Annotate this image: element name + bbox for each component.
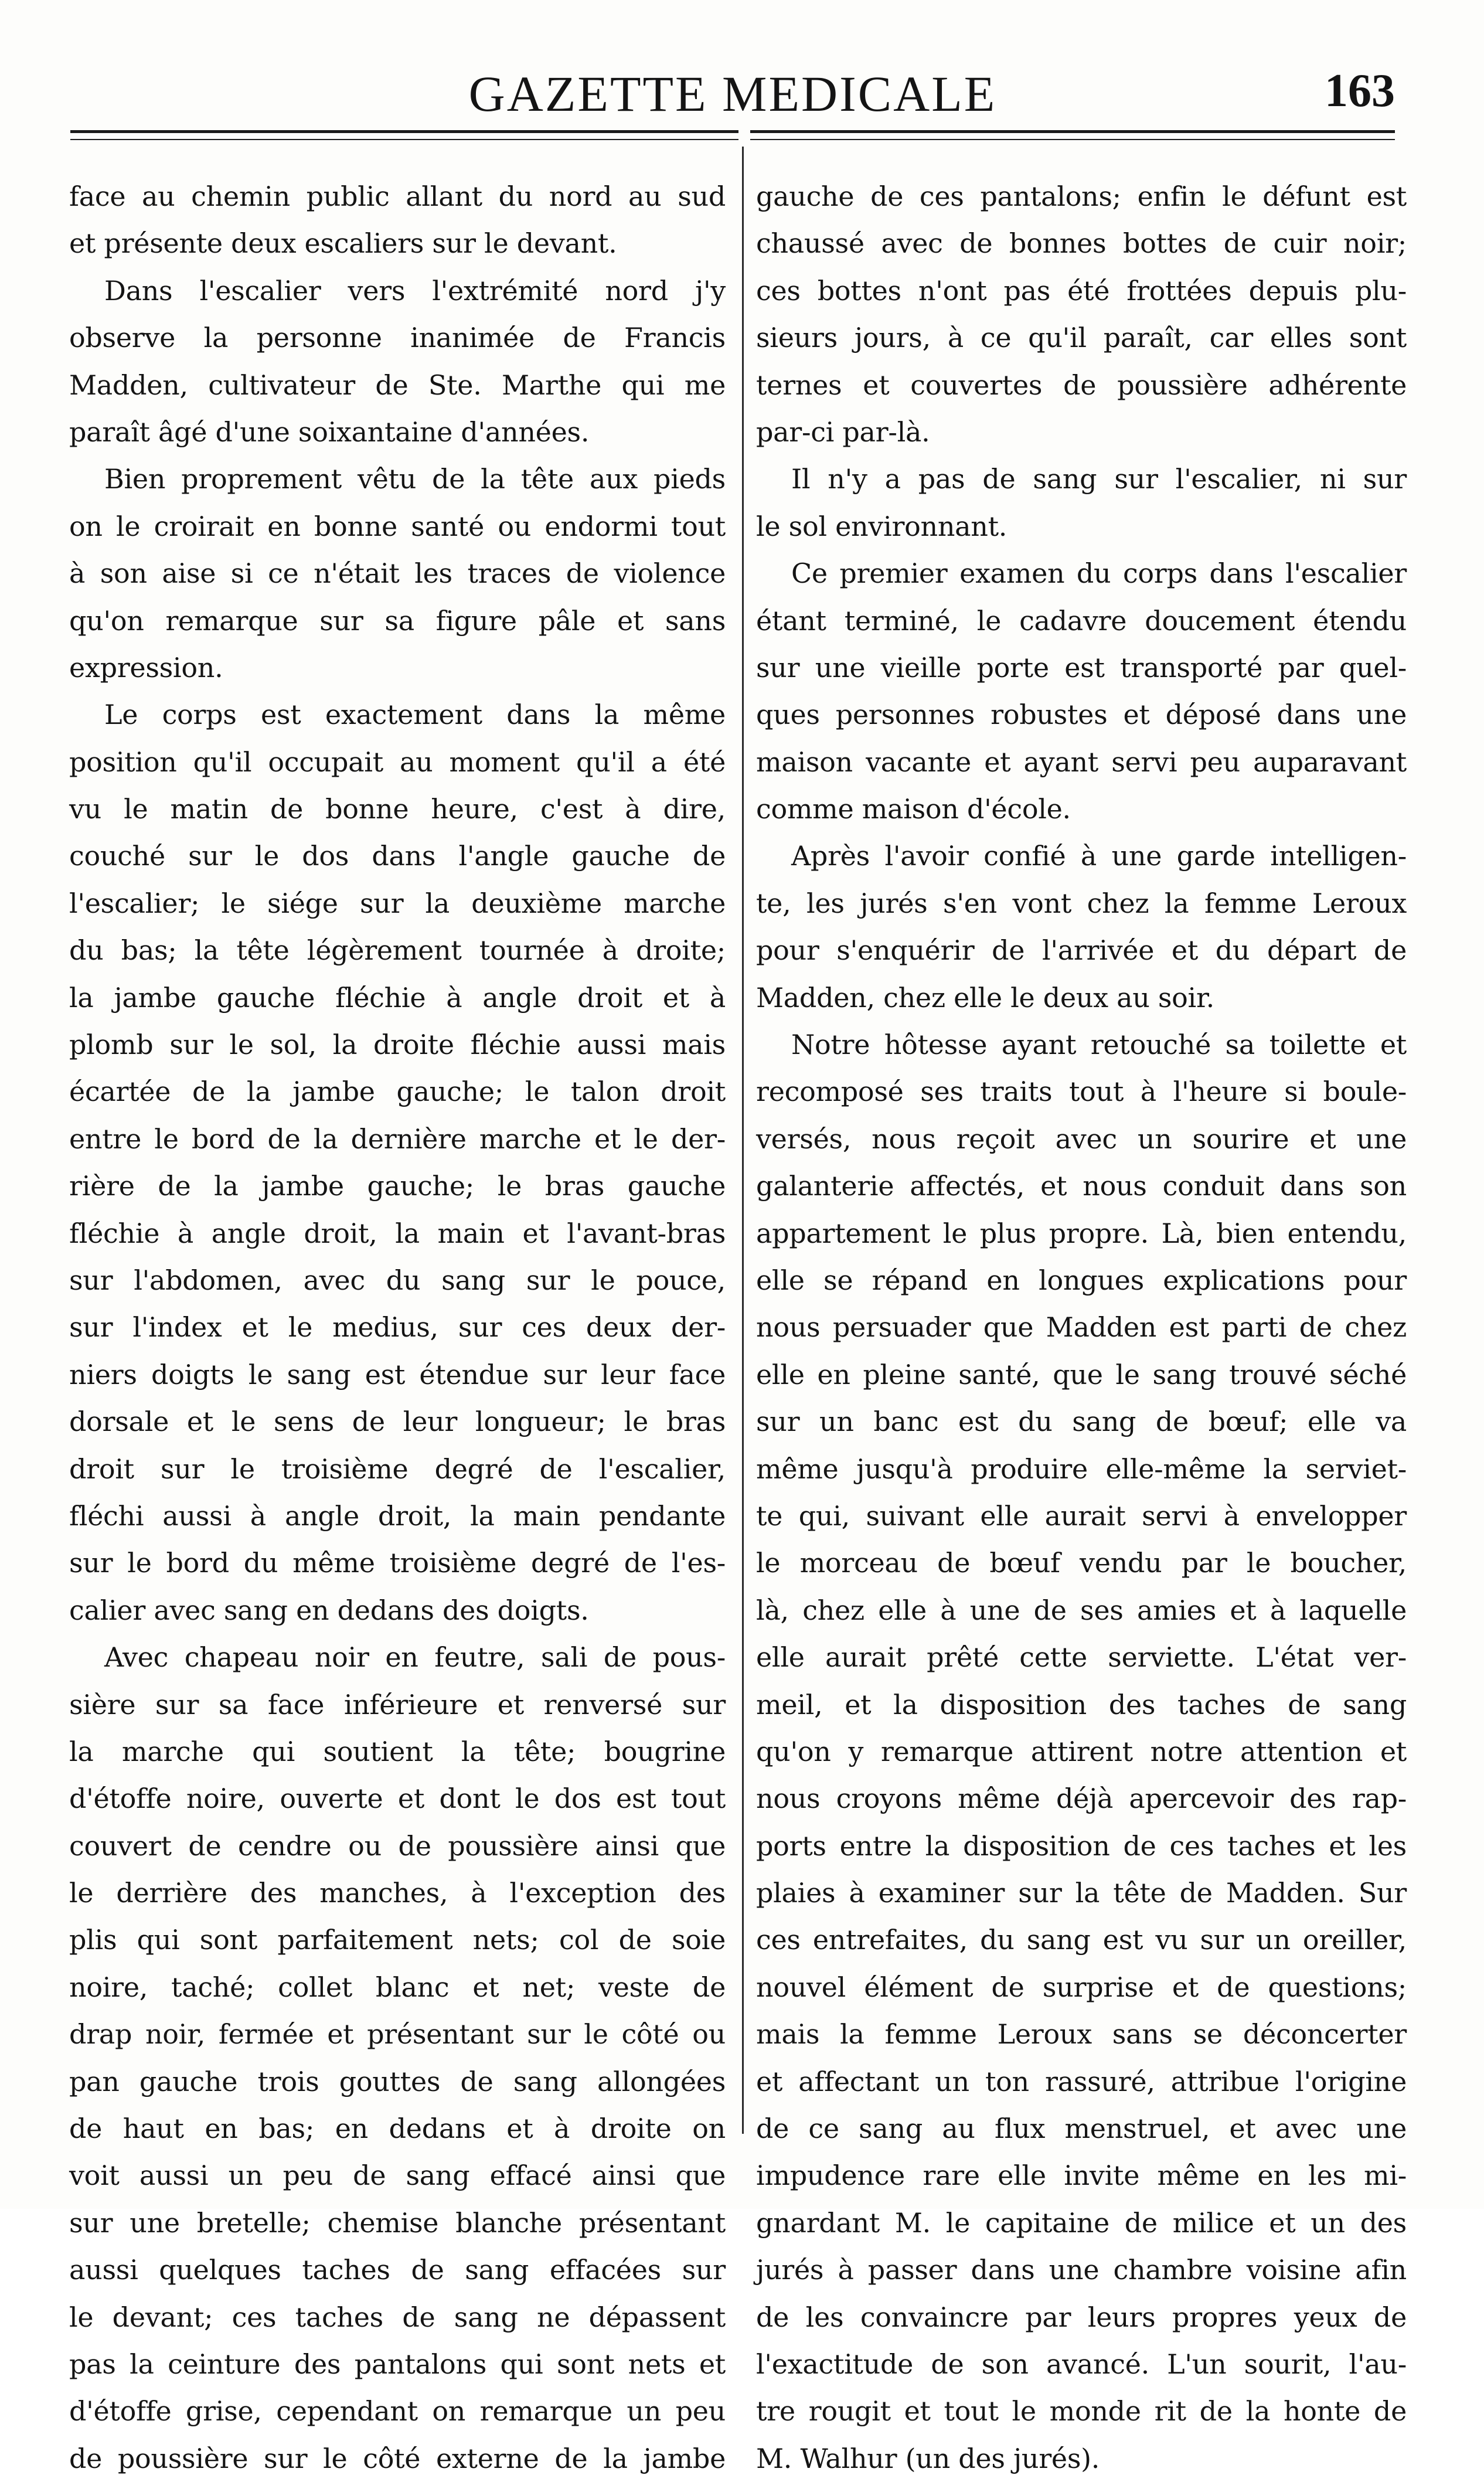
text-line: meil, et la disposition des taches de sang [756, 1688, 1407, 1721]
text-line: là, chez elle à une de ses amies et à laquelle [756, 1594, 1407, 1626]
text-line: tre rougit et tout le monde rit de la honte de [756, 2395, 1407, 2427]
text-line: le devant; ces taches de sang ne dépassent [69, 2301, 726, 2333]
text-line: chaussé avec de bonnes bottes de cuir noir; [756, 227, 1407, 260]
text-line: Notre hôtesse ayant retouché sa toilette et [791, 1029, 1407, 1061]
text-line: de ce sang au flux menstruel, et avec une [756, 2113, 1407, 2145]
text-line: ces entrefaites, du sang est vu sur un oreiller, [756, 1924, 1407, 1956]
text-line: gauche de ces pantalons; enfin le défunt est [756, 181, 1407, 212]
text-line: et affectant un ton rassuré, attribue l'origine [756, 2065, 1407, 2097]
text-line: de les convaincre par leurs propres yeux de [756, 2301, 1407, 2333]
text-line: à son aise si ce n'était les traces de violence [69, 557, 726, 590]
text-line: comme maison d'école. [756, 793, 1071, 825]
text-line: pas la ceinture des pantalons qui sont nets et [69, 2348, 726, 2380]
text-line: Madden, chez elle le deux au soir. [756, 981, 1214, 1014]
text-line: Ce premier examen du corps dans l'escalier [791, 557, 1407, 590]
text-line: et présente deux escaliers sur le devant. [69, 227, 617, 260]
text-line: elle aurait prêté cette serviette. L'état ver- [756, 1641, 1407, 1674]
text-line: de haut en bas; en dedans et à droite on [69, 2113, 726, 2145]
text-line: rière de la jambe gauche; le bras gauche [69, 1170, 726, 1202]
text-line: sur le bord du même troisième degré de l'es- [69, 1547, 726, 1579]
text-line: calier avec sang en dedans des doigts. [69, 1594, 589, 1626]
text-line: nous croyons même déjà apercevoir des rap- [756, 1783, 1407, 1815]
text-line: du bas; la tête légèrement tournée à droite; [69, 934, 726, 967]
text-line: Dans l'escalier vers l'extrémité nord j'y [104, 274, 726, 307]
text-line: fléchie à angle droit, la main et l'avant-bras [69, 1217, 726, 1249]
text-line: couvert de cendre ou de poussière ainsi que [69, 1830, 726, 1862]
text-line: pan gauche trois gouttes de sang allongées [69, 2065, 726, 2097]
text-line: aussi quelques taches de sang effacées sur [69, 2254, 726, 2286]
page-header [70, 64, 1395, 129]
right-column [756, 173, 1407, 2482]
text-line: même jusqu'à produire elle-même la serviet- [756, 1453, 1407, 1485]
text-line: ternes et couvertes de poussière adhérente [756, 369, 1407, 401]
text-line: expression. [69, 651, 223, 684]
text-line: galanterie affectés, et nous conduit dans son [756, 1170, 1407, 1202]
text-line: par-ci par-là. [756, 416, 930, 448]
text-line: d'étoffe noire, ouverte et dont le dos est tout [69, 1783, 726, 1815]
text-line: plaies à examiner sur la tête de Madden. Sur [756, 1877, 1407, 1909]
text-line: pour s'enquérir de l'arrivée et du départ de [756, 934, 1407, 967]
text-line: Le corps est exactement dans la même [104, 699, 726, 731]
text-line: Après l'avoir confié à une garde intelligen- [791, 840, 1407, 872]
text-line: entre le bord de la dernière marche et le der- [69, 1123, 726, 1155]
text-line: sur l'index et le medius, sur ces deux der- [69, 1311, 726, 1344]
text-line: M. Walhur (un des jurés). [756, 2442, 1100, 2474]
text-line: on le croirait en bonne santé ou endormi tout [69, 510, 726, 542]
text-line: qu'on remarque sur sa figure pâle et sans [69, 604, 726, 637]
text-line: couché sur le dos dans l'angle gauche de [69, 840, 726, 872]
text-line: plis qui sont parfaitement nets; col de soie [69, 1924, 726, 1956]
text-line: gnardant M. le capitaine de milice et un des [756, 2206, 1407, 2239]
text-line: maison vacante et ayant servi peu auparavant [756, 746, 1407, 778]
text-line: droit sur le troisième degré de l'escalier, [69, 1453, 726, 1485]
text-line: ques personnes robustes et déposé dans une [756, 699, 1407, 731]
left-column [69, 173, 726, 2482]
text-line: face au chemin public allant du nord au sud [69, 181, 726, 212]
text-line: versés, nous reçoit avec un sourire et une [756, 1123, 1407, 1155]
text-line: observe la personne inanimée de Francis [69, 322, 726, 354]
column-divider [742, 147, 744, 2134]
text-line: étant terminé, le cadavre doucement étendu [756, 604, 1407, 637]
text-line: plomb sur le sol, la droite fléchie aussi mais [69, 1029, 726, 1061]
text-line: Madden, cultivateur de Ste. Marthe qui me [69, 369, 726, 401]
text-line: le morceau de bœuf vendu par le boucher, [756, 1547, 1407, 1579]
text-line: sur une vieille porte est transporté par quel- [756, 651, 1407, 684]
text-line: impudence rare elle invite même en les mi- [756, 2160, 1407, 2192]
text-line: d'étoffe grise, cependant on remarque un peu [69, 2395, 726, 2427]
text-line: noire, taché; collet blanc et net; veste de [69, 1971, 726, 2003]
text-line: te, les jurés s'en vont chez la femme Leroux [756, 887, 1407, 919]
text-line: la jambe gauche fléchie à angle droit et à [69, 981, 726, 1014]
text-line: la marche qui soutient la tête; bougrine [69, 1735, 726, 1767]
publication-title: GAZETTE MEDICALE [468, 66, 997, 122]
text-line: te qui, suivant elle aurait servi à envelopper [756, 1500, 1407, 1532]
text-line: appartement le plus propre. Là, bien entendu, [756, 1217, 1407, 1249]
text-line: Avec chapeau noir en feutre, sali de pous- [104, 1641, 726, 1674]
text-line: voit aussi un peu de sang effacé ainsi que [69, 2160, 726, 2192]
text-line: ces bottes n'ont pas été frottées depuis plu- [756, 274, 1407, 307]
header-rule-left [70, 130, 738, 140]
text-line: recomposé ses traits tout à l'heure si boule- [756, 1076, 1407, 1108]
text-line: de poussière sur le côté externe de la jambe [69, 2442, 726, 2474]
text-line: Bien proprement vêtu de la tête aux pieds [104, 463, 726, 495]
text-line: sur une bretelle; chemise blanche présentant [69, 2206, 726, 2239]
text-line: dorsale et le sens de leur longueur; le bras [69, 1406, 726, 1438]
text-line: elle se répand en longues explications pour [756, 1264, 1407, 1296]
text-line: niers doigts le sang est étendue sur leur face [69, 1358, 726, 1390]
text-line: sieurs jours, à ce qu'il paraît, car elles sont [756, 322, 1407, 354]
text-line: qu'on y remarque attirent notre attention et [756, 1735, 1407, 1767]
text-line: Il n'y a pas de sang sur l'escalier, ni sur [791, 463, 1407, 495]
text-line: sur un banc est du sang de bœuf; elle va [756, 1406, 1407, 1438]
text-line: l'escalier; le siége sur la deuxième marche [69, 887, 726, 919]
text-line: écartée de la jambe gauche; le talon droit [69, 1076, 726, 1108]
text-line: vu le matin de bonne heure, c'est à dire, [69, 793, 726, 825]
text-line: paraît âgé d'une soixantaine d'années. [69, 416, 590, 448]
text-line: drap noir, fermée et présentant sur le côté ou [69, 2018, 726, 2051]
text-line: jurés à passer dans une chambre voisine afin [756, 2254, 1407, 2286]
text-line: le derrière des manches, à l'exception des [69, 1877, 726, 1909]
text-line: elle en pleine santé, que le sang trouvé séché [756, 1358, 1407, 1390]
text-line: sur l'abdomen, avec du sang sur le pouce, [69, 1264, 726, 1296]
text-line: nous persuader que Madden est parti de chez [756, 1311, 1407, 1344]
text-line: nouvel élément de surprise et de questions; [756, 1971, 1407, 2003]
text-line: mais la femme Leroux sans se déconcerter [756, 2018, 1407, 2051]
text-line: fléchi aussi à angle droit, la main pendante [69, 1500, 726, 1532]
text-line: position qu'il occupait au moment qu'il a été [69, 746, 726, 778]
header-rule-right [750, 130, 1395, 140]
text-line: ports entre la disposition de ces taches et les [756, 1830, 1407, 1862]
text-line: le sol environnant. [756, 510, 1008, 542]
text-line: l'exactitude de son avancé. L'un sourit, l'au- [756, 2348, 1407, 2380]
text-line: sière sur sa face inférieure et renversé sur [69, 1688, 726, 1721]
page-number: 163 [1325, 65, 1395, 117]
